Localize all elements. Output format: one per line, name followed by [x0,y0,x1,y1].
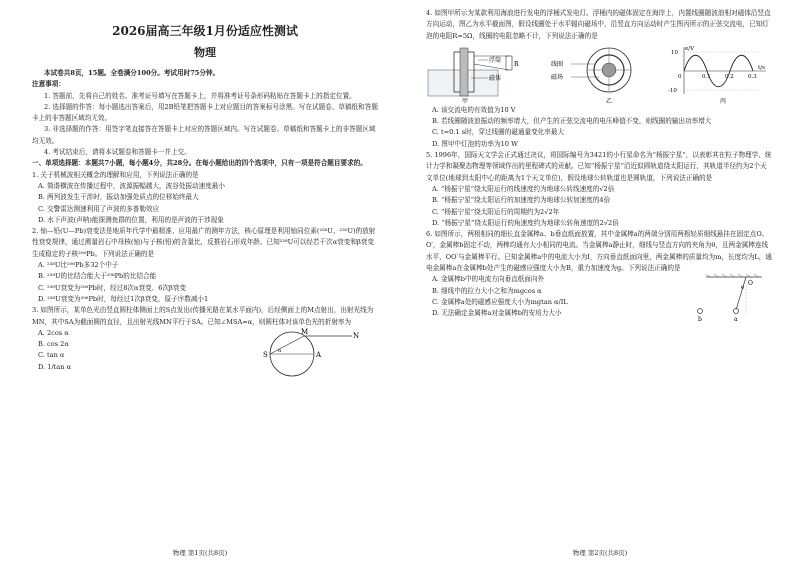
label-magnet: 磁体 [489,74,502,82]
label-float: 浮筒 [489,56,502,64]
q6-option-b: B. 细线中的拉力大小之和为mgcos α [432,286,542,295]
subject-title: 物理 [194,46,216,59]
q5-option-a: A. “杨振宁星”绕太阳运行的线速度约为地球公转线速度的√2倍 [432,184,615,193]
label-theta: θ [741,285,745,292]
x-axis-unit: t/s [758,64,765,71]
label-lamp-r: R [514,60,519,68]
label-S: S [263,350,268,359]
y-tick-neg10: -10 [668,87,677,94]
q1-option-c: C. 交警雷达测速利用了声波的多普勒效应 [38,204,160,213]
q4-option-a: A. 该交流电的有效值为10 V [432,105,516,114]
x-tick-02: 0.2 [725,73,734,80]
exam-info: 本试卷共8页，15题。全卷满分100分。考试用时75分钟。 [44,69,220,77]
q2-option-c: C. ²³⁸U衰变为²⁰⁶Pb时，经过8次α衰变、6次β衰变 [38,283,187,292]
q3-stem: 3. 如图所示，某单色光由竖直圆柱体侧面上的S点发出(传播光路在某水平面内)，后经侧面上的M点射出，出射光线为MN，其中SA为截面圆的直径，且出射光线MN平行于SA。已知∠MSA=α，则圆柱体对该单色光的折射率为 [32,306,374,326]
label-field: 磁场 [551,73,564,81]
q1-option-d: D. 水下声波(声呐)能探测鱼群的位置，利用的是声波的干涉现象 [38,215,224,224]
q4-option-d: D. 图甲中灯泡的功率为10 W [432,139,518,148]
page-1-footer: 物理 第1页(共8页) [172,549,228,557]
q4-figure-bing [662,44,772,104]
page-2 [400,0,800,566]
notice-2: 2. 选择题的作答：每小题选出答案后，用2B铅笔把答题卡上对应题目的答案标号涂黑。写在试题卷、草稿纸和答题卡上的非答题区域均无效。 [32,102,378,123]
q5-option-d: D. “杨振宁星”绕太阳运行的角速度约为地球公转角速度的2√2倍 [432,218,619,227]
label-N: N [353,331,360,340]
q3-option-b: B. cos 2α [38,340,69,349]
notice-3: 3. 非选择题的作答：用签字笔直接答在答题卡上对应的答题区域内。写在试题卷、草稿纸和答题卡上的非答题区域均无效。 [32,125,376,145]
q4-option-b: B. 若线圈随波浪振动的频率增大，但产生的正弦交流电的电压峰值不变，则线圈的输出功率增大 [432,117,712,126]
y-tick-10: 10 [671,49,678,56]
q6-option-c: C. 金属棒a处的磁感应强度大小为mgtan α/IL [432,297,568,306]
q3-option-d: D. 1/tan α [38,362,72,371]
notice-4: 4. 考试结束后，请将本试题卷和答题卡一并上交。 [44,148,191,157]
exam-title: 2026届高三年级1月份适应性测试 [112,24,298,38]
q1-option-a: A. 简谐横波在传播过程中，波源振幅越大，波谷处振动速度最小 [38,181,225,190]
label-rod-b: b [698,316,702,323]
x-tick-0: 0 [678,73,682,80]
q6-option-a: A. 金属棒b中的电流方向垂直纸面向外 [432,275,545,284]
q4-stem: 4. 如图甲所示为某款利用海浪进行发电的浮桶式发电灯。浮桶内的磁体固定在海岸上，内置线圈随波浪相对磁体沿竖直方向运动，图乙为水平截面图，假设线圈处于水平辐向磁场中，沿竖直方向运动时产生图丙所示的正弦交流电，已知灯泡的电阻R=5Ω，线圈的电阻忽略不计，下列说法正确的是 [426,9,771,40]
q2-stem: 2. 铀—铅(U—Pb)衰变法是地质年代学中最精准、应用最广的测年方法，核心原理是利用铀同位素(²³⁸U、²³⁵U)的放射性衰变规律，通过测量岩石中母核(铀)与子核(铅)的含量比，反推岩石形成年龄。已知²³⁸U可以经若干次α衰变和β衰变生成稳定的子核²⁰⁶Pb。下列说法正确的是 [32,227,376,258]
caption-yi: 乙 [606,97,613,104]
q5-stem: 5. 1996年，国际天文学会正式通过决议，将国际编号为3421的小行星命名为“杨振宁星”，以表彰其在粒子物理学、统计力学和凝聚态物理等领域作出的里程碑式的贡献。已知“杨振宁星”沿近似圆轨道绕太阳运行，其轨道半径约为2个天文单位(地球到太阳中心的距离为1个天文单位)，假设地球公转轨道也是圆轨道，下列说法正确的是 [426,151,772,182]
q4-option-c: C. t=0.1 s时，穿过线圈的磁通量变化率最大 [432,128,565,137]
q2-option-d: D. ²³⁸U衰变为²⁰⁶Pb时，每经过1次β衰变，原子序数减小1 [38,294,209,303]
label-O: O [748,280,753,288]
y-axis-unit: e/V [685,45,695,52]
label-M: M [301,327,309,336]
q1-stem: 1. 关于机械波相关概念的理解和应用，下列说法正确的是 [32,170,199,179]
q6-rods-figure [666,274,766,322]
section-heading: 一、单项选择题：本题共7小题，每小题4分，共28分。在每小题给出的四个选项中，只有一项是符合题目要求的。 [32,159,367,168]
q4-figure-jia [426,44,536,104]
x-tick-03: 0.3 [748,73,757,80]
caption-jia: 甲 [462,97,469,104]
q2-option-b: B. ²³⁸U的比结合能大于²⁰⁶Pb的比结合能 [38,272,157,281]
q3-option-a: A. 2cos α [38,328,69,337]
q3-option-c: C. tan α [38,351,65,360]
q6-option-d: D. 无法确定金属棒a对金属棒b的安培力大小 [432,309,562,318]
q3-circle-figure [252,328,362,380]
notice-heading: 注意事项： [32,80,65,89]
x-tick-01: 0.1 [702,73,711,80]
q5-option-c: C. “杨振宁星”绕太阳运行的周期约为2√2年 [432,207,560,216]
q4-figure-yi [549,44,649,104]
label-alpha: α [278,347,282,354]
label-A: A [316,350,322,359]
page-2-footer: 物理 第2页(共8页) [572,549,628,557]
caption-bing: 丙 [720,97,727,104]
q1-option-b: B. 两列波发生干涉时，振动加强处质点的位移始终最大 [38,193,199,202]
notice-1: 1. 答题前，先将自己的姓名、准考证号填写在答题卡上，并将准考证号条形码粘贴在答题卡上的指定位置。 [44,91,356,100]
label-rod-a: a [734,316,738,323]
label-coil: 线圈 [551,60,564,68]
q5-option-b: B. “杨振宁星”绕太阳运行的加速度约为地球公转加速度的4倍 [432,196,611,205]
q6-stem: 6. 如图所示，两根相同的细长直金属棒a、b垂直纸面放置，其中金属棒a的两端分别用两根轻质细线悬挂在固定点O、O′，金属棒b固定不动，两棒均通有大小相同的电流。当金属棒a静止时，细线与竖直方向的夹角为θ，且两金属棒连线水平，OO′与金属棒平行。已知金属棒a中的电流大小为I，方向垂直纸面向里，两金属棒的质量均为m，长度均为L，通电金属棒a在金属棒b处产生的磁感应强度大小为B，重力加速度为g。下列说法正确的是 [426,230,772,273]
q2-option-a: A. ²³⁸U比²⁰⁶Pb多32个中子 [38,261,119,270]
